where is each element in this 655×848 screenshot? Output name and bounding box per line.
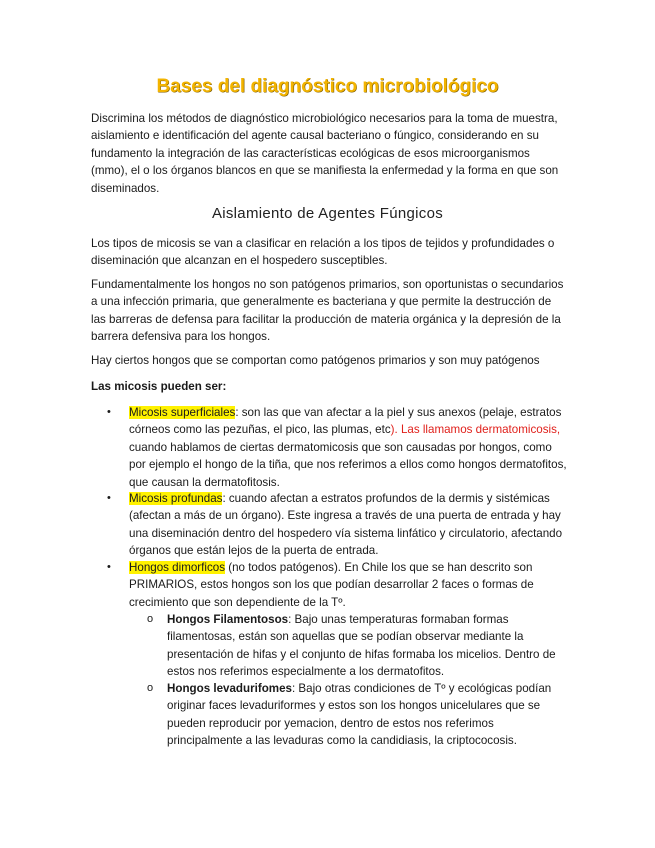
intro-paragraph: Discrimina los métodos de diagnóstico microbiológico necesarios para la toma de muestra, aislamiento e identificación del agente causal bacteriano o fúngico, considerando en su fundamento la integración de las características ecológicas de esos microorganismos (mmo), el o los órganos blancos en que se manifiesta la enfermedad y la forma en que son diseminados. <box>91 112 559 195</box>
sub-list-item <box>147 611 569 681</box>
list-item-text: : cuando afectan a estratos profundos de la dermis y sistémicas (afectan a más de un órgano). Este ingresa a través de una puerta de entrada y hay una diseminación dentro del hospedero vía sistema linfático y circulatorio, afectando órganos que están lejos de la puerta de entrada. <box>129 492 563 558</box>
list-item <box>107 490 569 560</box>
list-item-text: (no todos patógenos). En Chile los que se han descrito son PRIMARIOS, estos hongos son los que podían desarrollar 2 faces o formas de crecimiento que son dependiente de la Tº. <box>129 561 534 609</box>
list-heading: Las micosis pueden ser: <box>91 380 227 393</box>
circle-bullet-icon: o <box>147 613 154 625</box>
list-item-text: cuando hablamos de ciertas dermatomicosis que son causadas por hongos, como por ejemplo el hongo de la tiña, que nos referimos a ellos como hongos dermatofitos, que causan la dermatofitosis. <box>129 440 567 489</box>
highlighted-term: Micosis superficiales <box>129 406 236 419</box>
sub-list-item <box>147 680 569 750</box>
list-item <box>107 404 569 491</box>
paragraph-micosis-types: Los tipos de micosis se van a clasificar en relación a los tipos de tejidos y profundidades o diseminación que alcanzan en el hospedero susceptibles. <box>91 237 555 268</box>
bullet-icon: • <box>107 492 111 504</box>
red-text: ). Las llamamos dermatomicosis, <box>390 423 561 437</box>
page-title: Bases del diagnóstico microbiológico <box>156 76 499 97</box>
section-heading: Aislamiento de Agentes Fúngicos <box>211 205 444 222</box>
sub-item-text: : Bajo otras condiciones de Tº y ecológicas podían originar faces levaduriformes y estos son los hongos unicelulares que se pueden reproducir por yemacion, dentro de estos nos referimos principalmente a las levaduras como la candidiasis, la criptococosis. <box>167 682 552 748</box>
paragraph-opportunistic: Fundamentalmente los hongos no son patógenos primarios, son oportunistas o secundarios a una infección primaria, que generalmente es bacteriana y que permite la destrucción de las barreras de defensa para facilitar la producción de materia orgánica y la depresión de la barrera defensiva para los hongos. <box>91 278 564 344</box>
sub-item-term: Hongos Filamentosos <box>167 613 289 626</box>
circle-bullet-icon: o <box>147 682 154 694</box>
highlighted-term: Micosis profundas <box>129 492 223 505</box>
bullet-icon: • <box>107 561 111 573</box>
paragraph-primary-pathogens: Hay ciertos hongos que se comportan como patógenos primarios y son muy patógenos <box>91 354 540 367</box>
sub-item-text: : Bajo unas temperaturas formaban formas filamentosas, están son aquellas que se podían observar mediante la presentación de hifas y el conjunto de hifas formaba los micelios. Dentro de estos nos referimos especialmente a los dermatofitos. <box>167 613 556 679</box>
bullet-icon: • <box>107 406 111 418</box>
list-item-text: : son las que van afectar a la piel y sus anexos (pelaje, estratos córneos como las pezuñas, el pico, las plumas, etc <box>129 406 562 437</box>
highlighted-term: Hongos dimorficos <box>129 561 226 574</box>
list-item <box>107 559 569 611</box>
sub-item-term: Hongos levadurifomes <box>167 682 292 695</box>
